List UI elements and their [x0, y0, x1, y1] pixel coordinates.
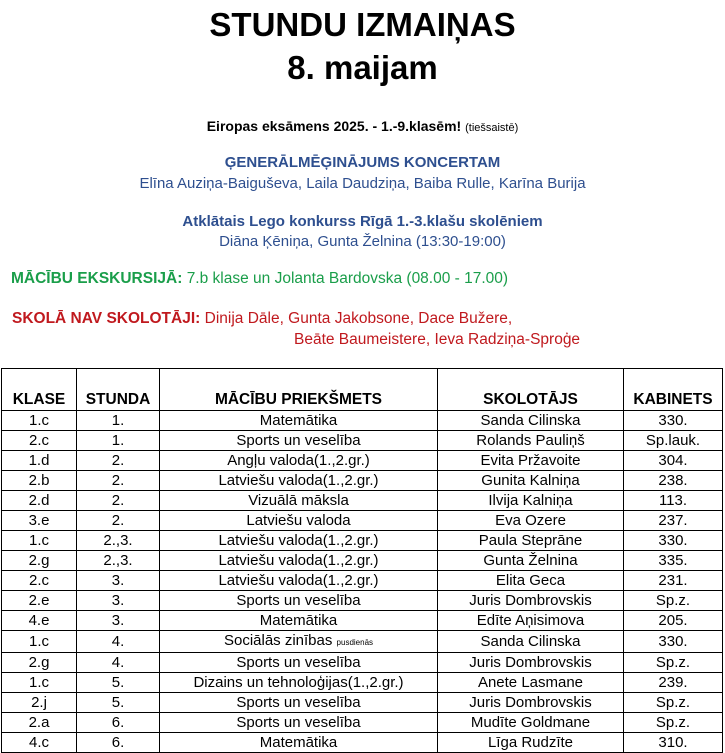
cell-klase: 2.j [2, 693, 77, 713]
table-row [2, 611, 723, 631]
cell-subject [160, 511, 438, 531]
cell-klase: 2.d [2, 491, 77, 511]
excursion-text: 7.b klase un Jolanta Bardovska (08.00 - 17.00) [186, 270, 509, 287]
cell-teacher: Juris Dombrovskis [438, 591, 624, 611]
cell-subject [160, 611, 438, 631]
cell-klase: 2.g [2, 653, 77, 673]
cell-klase: 2.g [2, 551, 77, 571]
cell-room: Sp.z. [624, 713, 723, 733]
cell-klase: 2.b [2, 471, 77, 491]
subject-text: Sports un veselība [236, 654, 361, 671]
cell-teacher: Līga Rudzīte [438, 733, 624, 753]
cell-teacher: Eva Ozere [438, 511, 624, 531]
subject-text: Sports un veselība [236, 592, 361, 609]
cell-stunda: 3. [77, 611, 160, 631]
cell-teacher: Ilvija Kalniņa [438, 491, 624, 511]
excursion-label: MĀCĪBU EKSKURSIJĀ: [11, 270, 183, 287]
table-row [2, 491, 723, 511]
cell-room: 330. [624, 411, 723, 431]
cell-stunda: 2. [77, 451, 160, 471]
subject-text: Angļu valoda(1.,2.gr.) [227, 452, 370, 469]
page-title: STUNDU IZMAIŅAS [209, 6, 516, 43]
cell-teacher: Juris Dombrovskis [438, 653, 624, 673]
subject-text: Dizains un tehnoloģijas(1.,2.gr.) [193, 674, 404, 691]
subject-text: Sports un veselība [236, 432, 361, 449]
table-row [2, 451, 723, 471]
cell-stunda: 2.,3. [77, 531, 160, 551]
cell-klase: 3.e [2, 511, 77, 531]
subject-text: Sports un veselība [236, 694, 361, 711]
subject-text: Matemātika [259, 412, 338, 429]
cell-stunda: 2. [77, 471, 160, 491]
cell-klase: 2.a [2, 713, 77, 733]
cell-stunda: 4. [77, 653, 160, 673]
cell-teacher: Edīte Aņisimova [438, 611, 624, 631]
cell-room: 330. [624, 531, 723, 551]
cell-klase: 1.d [2, 451, 77, 471]
subject-text: Latviešu valoda(1.,2.gr.) [218, 552, 379, 569]
cell-room: 239. [624, 673, 723, 693]
cell-room: 205. [624, 611, 723, 631]
cell-room: 238. [624, 471, 723, 491]
cell-subject [160, 713, 438, 733]
cell-room: 113. [624, 491, 723, 511]
cell-teacher: Anete Lasmane [438, 673, 624, 693]
subject-text: Latviešu valoda [246, 512, 351, 529]
cell-subject [160, 653, 438, 673]
subject-text: Vizuālā māksla [248, 492, 349, 509]
header-room: KABINETS [624, 369, 723, 411]
cell-room: 310. [624, 733, 723, 753]
cell-room: 335. [624, 551, 723, 571]
cell-room: 231. [624, 571, 723, 591]
cell-subject [160, 591, 438, 611]
table-row [2, 431, 723, 451]
cell-stunda: 2. [77, 511, 160, 531]
subject-note: pusdienās [336, 638, 374, 647]
cell-teacher: Rolands Pauliņš [438, 431, 624, 451]
table-row [2, 571, 723, 591]
table-header-row [2, 369, 723, 411]
table-row [2, 411, 723, 431]
cell-subject [160, 471, 438, 491]
cell-subject [160, 551, 438, 571]
cell-teacher: Juris Dombrovskis [438, 693, 624, 713]
cell-subject [160, 631, 438, 653]
cell-klase: 2.c [2, 571, 77, 591]
header-klase: KLASE [2, 369, 77, 411]
cell-stunda: 6. [77, 733, 160, 753]
table-row [2, 653, 723, 673]
cell-teacher: Gunta Želnina [438, 551, 624, 571]
subject-text: Latviešu valoda(1.,2.gr.) [218, 472, 379, 489]
absent-label: SKOLĀ NAV SKOLOTĀJI: [12, 310, 201, 327]
event-title-concert: ĢENERĀLMĒĢINĀJUMS KONCERTAM [224, 154, 501, 171]
cell-klase: 2.e [2, 591, 77, 611]
cell-room: Sp.lauk. [624, 431, 723, 451]
subject-text: Matemātika [259, 734, 338, 751]
subject-text: Latviešu valoda(1.,2.gr.) [218, 572, 379, 589]
table-row [2, 471, 723, 491]
cell-stunda: 3. [77, 571, 160, 591]
cell-subject [160, 491, 438, 511]
table-row [2, 673, 723, 693]
cell-stunda: 5. [77, 673, 160, 693]
cell-teacher: Evita Pržavoite [438, 451, 624, 471]
cell-teacher: Paula Steprāne [438, 531, 624, 551]
absent-teachers-notice [12, 308, 512, 330]
header-teacher: SKOLOTĀJS [438, 369, 624, 411]
schedule-table [1, 368, 723, 753]
cell-subject [160, 733, 438, 753]
event-title-lego: Atklātais Lego konkurss Rīgā 1.-3.klašu skolēniem [182, 213, 543, 230]
cell-stunda: 3. [77, 591, 160, 611]
subject-text: Latviešu valoda(1.,2.gr.) [218, 532, 379, 549]
exam-notice [0, 116, 725, 138]
cell-klase: 4.c [2, 733, 77, 753]
cell-room: 237. [624, 511, 723, 531]
absent-line-1: Dinija Dāle, Gunta Jakobsone, Dace Bužere, [204, 310, 513, 327]
event-people-concert: Elīna Auziņa-Baiguševa, Laila Daudziņa, Baiba Rulle, Karīna Burija [139, 175, 586, 192]
absent-line-2: Beāte Baumeistere, Ieva Radziņa-Sproģe [294, 331, 581, 348]
cell-klase: 4.e [2, 611, 77, 631]
cell-room: Sp.z. [624, 591, 723, 611]
cell-teacher: Sanda Cilinska [438, 411, 624, 431]
cell-klase: 1.c [2, 631, 77, 653]
cell-stunda: 2. [77, 491, 160, 511]
subject-text: Matemātika [259, 612, 338, 629]
cell-room: Sp.z. [624, 653, 723, 673]
cell-subject [160, 431, 438, 451]
exam-text: Eiropas eksāmens 2025. - 1.-9.klasēm! [206, 118, 462, 134]
cell-stunda: 6. [77, 713, 160, 733]
table-row [2, 531, 723, 551]
table-row [2, 631, 723, 653]
excursion-notice [11, 268, 508, 290]
cell-room: 330. [624, 631, 723, 653]
cell-stunda: 5. [77, 693, 160, 713]
cell-teacher: Elita Geca [438, 571, 624, 591]
cell-teacher: Mudīte Goldmane [438, 713, 624, 733]
cell-teacher: Sanda Cilinska [438, 631, 624, 653]
cell-subject [160, 411, 438, 431]
cell-subject [160, 673, 438, 693]
cell-room: Sp.z. [624, 693, 723, 713]
table-row [2, 713, 723, 733]
cell-stunda: 1. [77, 411, 160, 431]
cell-subject [160, 693, 438, 713]
cell-teacher: Gunita Kalniņa [438, 471, 624, 491]
cell-stunda: 2.,3. [77, 551, 160, 571]
cell-klase: 1.c [2, 531, 77, 551]
cell-klase: 1.c [2, 411, 77, 431]
table-row [2, 511, 723, 531]
table-row [2, 591, 723, 611]
table-row [2, 693, 723, 713]
cell-subject [160, 451, 438, 471]
cell-klase: 1.c [2, 673, 77, 693]
header-stunda: STUNDA [77, 369, 160, 411]
exam-note: (tiešsaistē) [465, 122, 519, 134]
cell-stunda: 1. [77, 431, 160, 451]
cell-stunda: 4. [77, 631, 160, 653]
cell-subject [160, 531, 438, 551]
cell-klase: 2.c [2, 431, 77, 451]
event-people-lego: Diāna Ķēniņa, Gunta Želnina (13:30-19:00) [219, 233, 506, 250]
table-row [2, 733, 723, 753]
header-subject: MĀCĪBU PRIEKŠMETS [160, 369, 438, 411]
subject-text: Sociālās zinības [223, 632, 333, 649]
table-row [2, 551, 723, 571]
table-body [2, 411, 723, 753]
cell-subject [160, 571, 438, 591]
subject-text: Sports un veselība [236, 714, 361, 731]
page-date: 8. maijam [287, 49, 438, 86]
cell-room: 304. [624, 451, 723, 471]
